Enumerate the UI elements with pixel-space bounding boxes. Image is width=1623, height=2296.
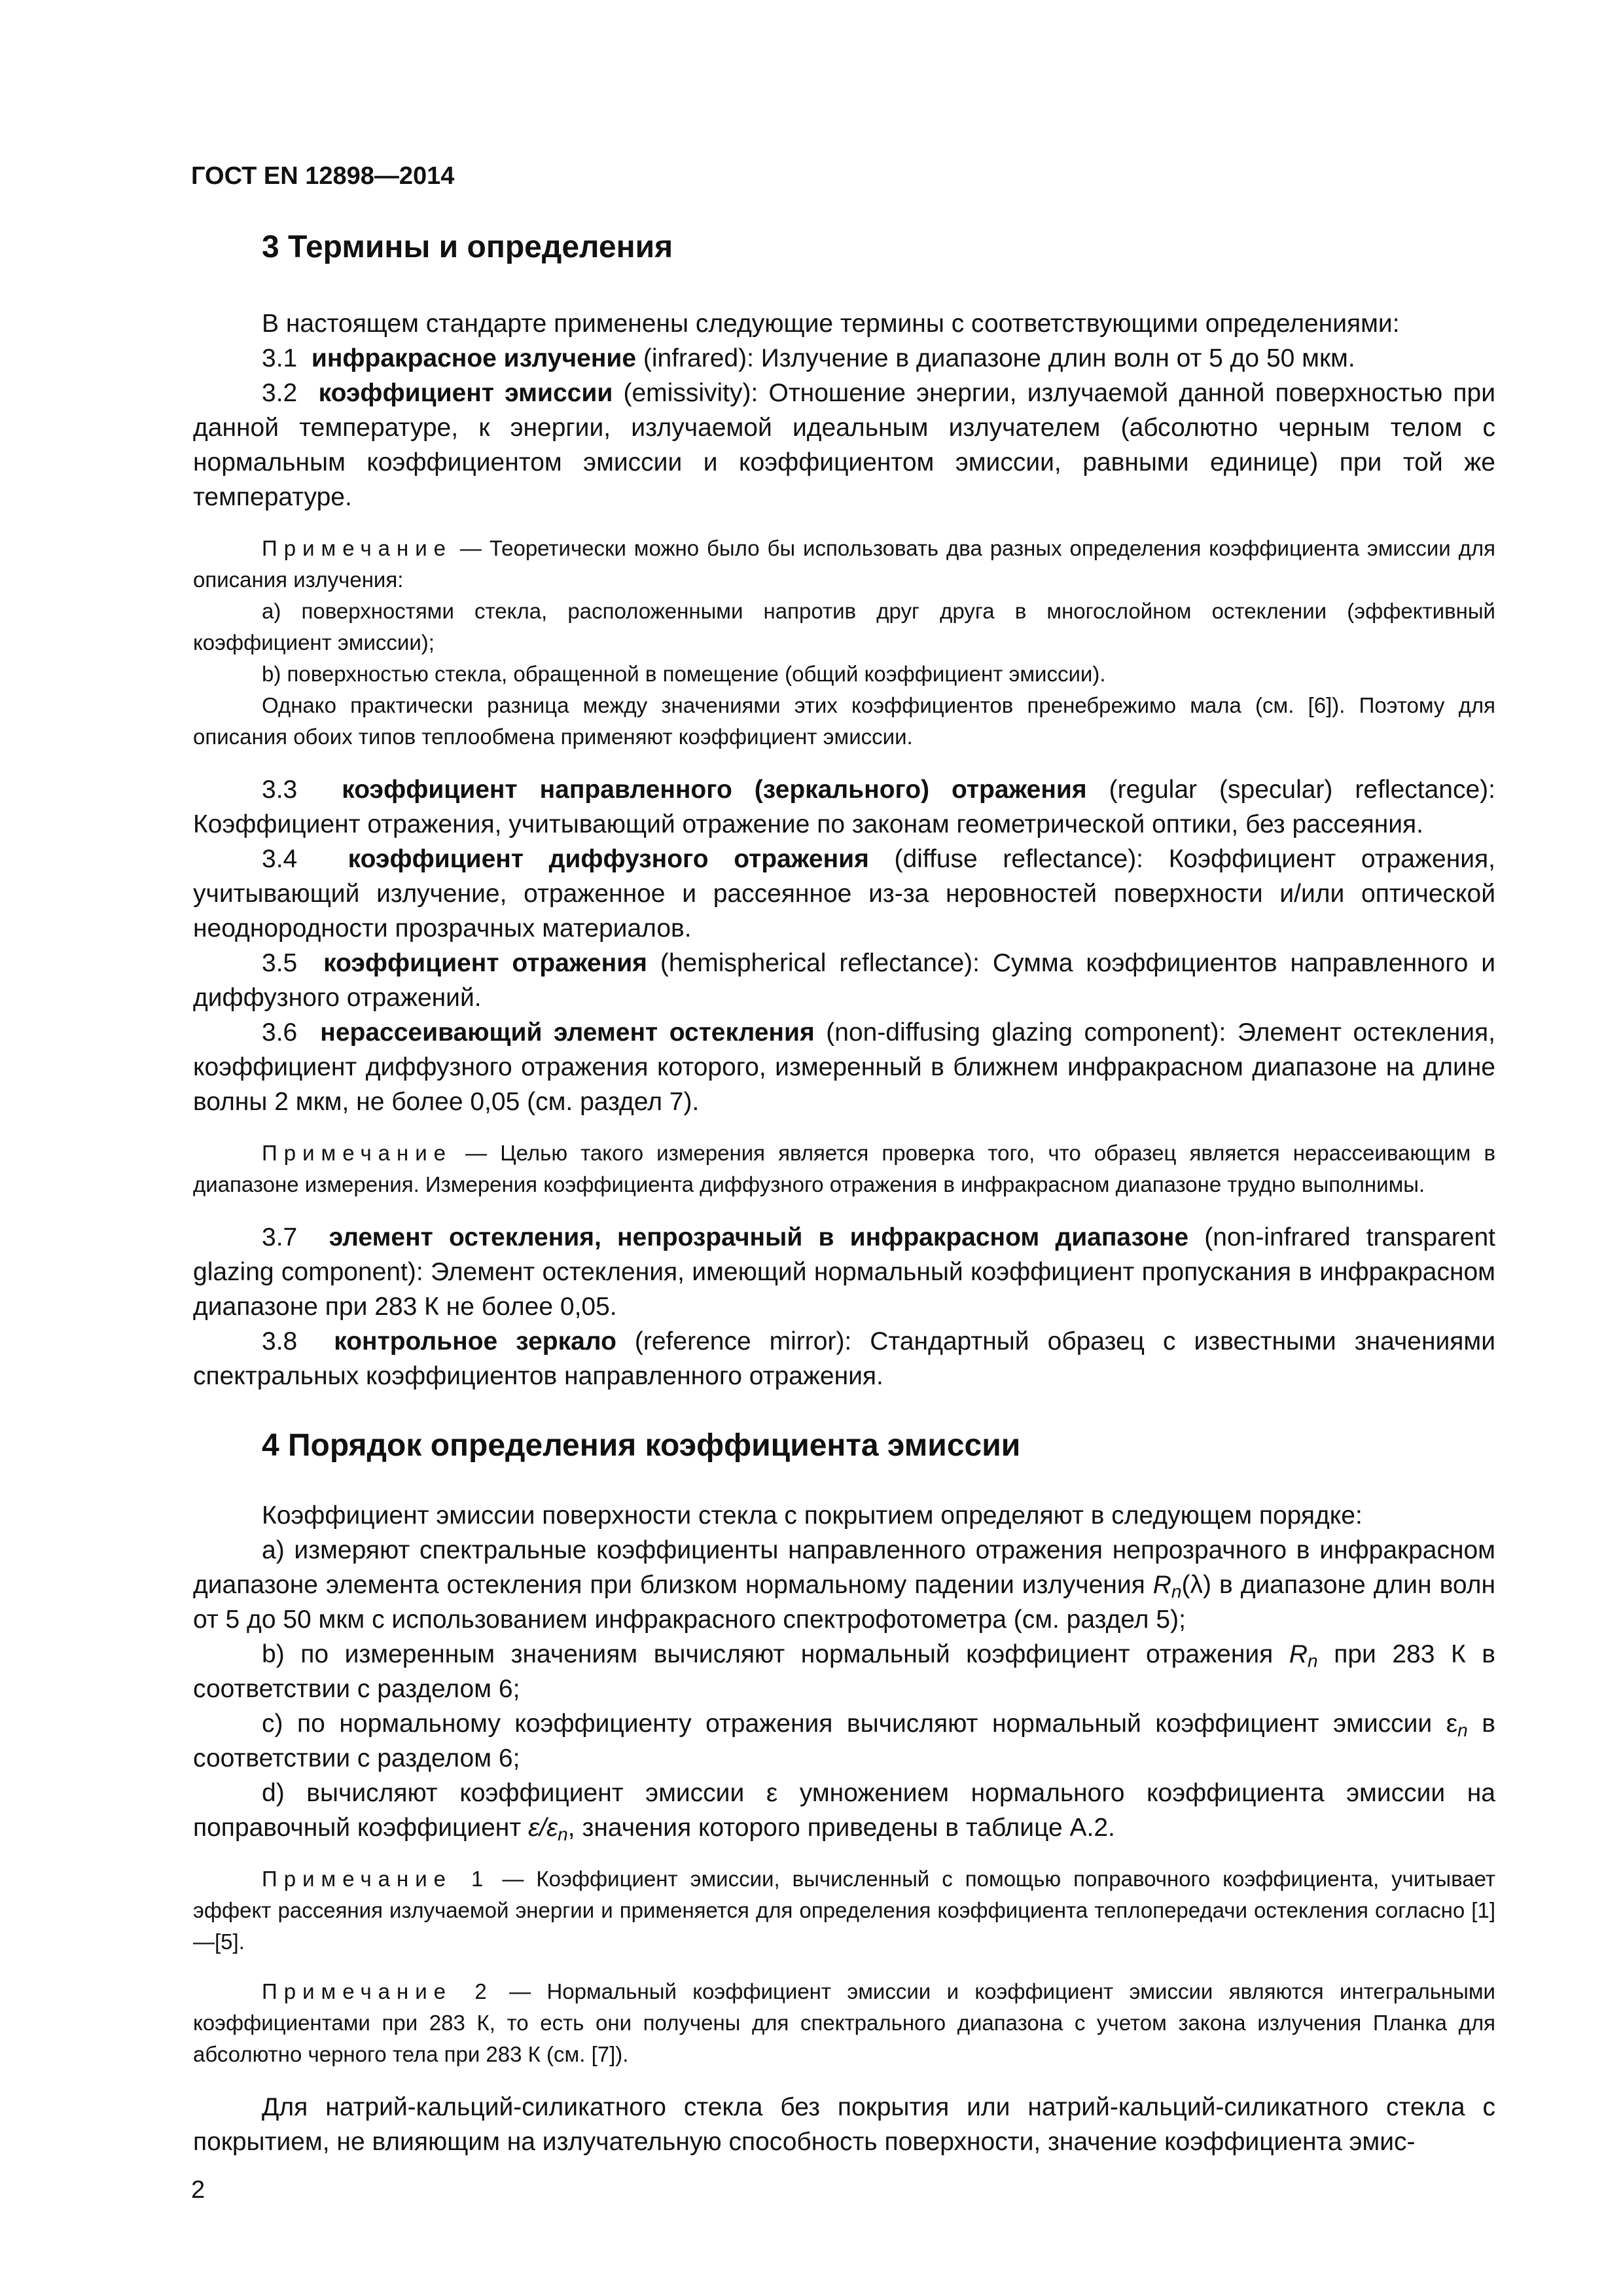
- step-text: при 283 К в соответствии с разделом 6;: [193, 1640, 1495, 1703]
- term-number: 3.3: [262, 776, 298, 804]
- term-3-3: [193, 772, 1495, 842]
- term-definition: (regular (specular) reflectance): Коэффициент отражения, учитывающий отражение по законам геометрической оптики, без рассеяния.: [193, 776, 1496, 838]
- note-item-a: a) поверхностями стекла, расположенными напротив друг друга в многослойном остеклении (эффективный коэффициент эмиссии);: [193, 599, 1495, 655]
- section-3-intro: В настоящем стандарте применены следующие термины с соответствующими определениями:: [262, 310, 1400, 338]
- term-definition: (hemispherical reflectance): Сумма коэффициентов направленного и диффузного отражений.: [193, 949, 1495, 1012]
- term-definition: (emissivity): Отношение энергии, излучаемой данной поверхностью при данной температуре, к энергии, излучаемой идеальным излучателем (абсолютно черным телом с нормальным коэффициентом эмиссии и коэффициентом эмиссии, равными единице) при той же температуре.: [193, 379, 1495, 511]
- term-definition: (reference mirror): Стандартный образец с известными значениями спектральных коэффициентов направленного отражения.: [193, 1327, 1495, 1390]
- note-2-integral: [193, 1976, 1495, 2070]
- symbol-R: R: [1289, 1640, 1308, 1668]
- term-3-6: [193, 1015, 1495, 1119]
- subscript-n: n: [1171, 1581, 1182, 1602]
- step-text: умножением нормального коэффициента эмиссии на поправочный коэффициент: [193, 1779, 1495, 1842]
- term-number: 3.1: [262, 344, 298, 372]
- term-name: коэффициент отражения: [323, 949, 647, 977]
- step-text: в соответствии с разделом 6;: [193, 1710, 1496, 1772]
- symbol-ratio: ε/ε: [528, 1814, 558, 1842]
- term-number: 3.8: [262, 1327, 298, 1355]
- step-text: c) по нормальному коэффициенту отражения вычисляют нормальный коэффициент эмиссии: [262, 1710, 1446, 1738]
- term-3-4: [193, 842, 1495, 946]
- symbol-lambda: (λ): [1181, 1571, 1212, 1599]
- term-name: коэффициент эмиссии: [318, 379, 613, 407]
- note-item-b: b) поверхностью стекла, обращенной в помещение (общий коэффициент эмиссии).: [262, 662, 1106, 686]
- subscript-n: n: [1308, 1651, 1318, 1672]
- term-3-7: [193, 1220, 1495, 1324]
- section-4-title: 4 Порядок определения коэффициента эмиссии: [262, 1428, 1021, 1463]
- term-3-1: [193, 341, 1495, 376]
- term-number: 3.2: [262, 379, 298, 407]
- term-name: контрольное зеркало: [334, 1327, 616, 1355]
- note-label: Примечание: [262, 536, 453, 560]
- term-name: нерассеивающий элемент остекления: [320, 1018, 815, 1047]
- step-b: [193, 1637, 1495, 1706]
- step-text: a) измеряют спектральные коэффициенты направленного отражения непрозрачного в инфракрасном диапазоне элемента остекления при близком нормальному падении излучения: [193, 1536, 1495, 1599]
- term-definition: (non-diffusing glazing component): Элемент остекления, коэффициент диффузного отражения которого, измеренный в ближнем инфракрасном диапазоне на длине волны 2 мкм, не более 0,05 (см. раздел 7).: [193, 1018, 1495, 1116]
- section-4-intro: Коэффициент эмиссии поверхности стекла с покрытием определяют в следующем порядке:: [262, 1501, 1363, 1530]
- term-number: 3.7: [262, 1223, 298, 1251]
- page-number: 2: [191, 2176, 205, 2204]
- note-text: — Нормальный коэффициент эмиссии и коэффициент эмиссии являются интегральными коэффициентами при 283 К, то есть они получены для спектрального диапазона с учетом закона излучения Планка для абсолютно черного тела при 283 К (см. [7]).: [193, 1979, 1495, 2066]
- term-definition: (infrared): Излучение в диапазоне длин волн от 5 до 50 мкм.: [636, 344, 1355, 372]
- note-1-correction: [193, 1863, 1495, 1958]
- note-label: Примечание 2: [262, 1979, 493, 2003]
- note-emissivity: [193, 533, 1495, 596]
- note-text: — Коэффициент эмиссии, вычисленный с помощью поправочного коэффициента, учитывает эффект рассеяния излучаемой энергии и применяется для определения коэффициента теплопередачи остекления согласно [1]—[5].: [193, 1867, 1495, 1954]
- symbol-R: R: [1152, 1571, 1171, 1599]
- term-number: 3.4: [262, 845, 298, 873]
- term-definition: (non-infrared transparent glazing component): Элемент остекления, имеющий нормальный коэффициент пропускания в инфракрасном диапазоне при 283 К не более 0,05.: [193, 1223, 1495, 1321]
- symbol-epsilon: ε: [766, 1779, 778, 1807]
- section-3-title: 3 Термины и определения: [262, 230, 673, 264]
- symbol-epsilon: ε: [1446, 1710, 1458, 1738]
- step-text: b) по измеренным значениям вычисляют нормальный коэффициент отражения: [262, 1640, 1289, 1668]
- step-text: , значения которого приведены в таблице А.2.: [567, 1814, 1115, 1842]
- term-3-2: [193, 376, 1495, 514]
- step-c: [193, 1706, 1495, 1776]
- main-content: [193, 228, 1495, 2159]
- term-3-5: [193, 946, 1495, 1015]
- term-3-8: [193, 1324, 1495, 1393]
- note-non-diffusing: [193, 1138, 1495, 1200]
- note-label: Примечание: [262, 1141, 453, 1165]
- term-name: коэффициент направленного (зеркального) отражения: [342, 776, 1087, 804]
- step-text: d) вычисляют коэффициент эмиссии: [262, 1779, 766, 1807]
- note-conclusion: Однако практически разница между значениями этих коэффициентов пренебрежимо мала (см. [6]). Поэтому для описания обоих типов теплообмена применяют коэффициент эмиссии.: [193, 693, 1495, 749]
- step-a: [193, 1533, 1495, 1637]
- term-name: элемент остекления, непрозрачный в инфракрасном диапазоне: [329, 1223, 1189, 1251]
- term-name: коэффициент диффузного отражения: [348, 845, 869, 873]
- subscript-n: n: [558, 1824, 568, 1845]
- subscript-n: n: [1457, 1720, 1468, 1741]
- step-d: [193, 1776, 1495, 1845]
- note-text: — Теоретически можно было бы использовать два разных определения коэффициента эмиссии для описания излучения:: [193, 536, 1495, 592]
- term-name: инфракрасное излучение: [311, 344, 637, 372]
- term-number: 3.6: [262, 1018, 298, 1047]
- term-definition: (diffuse reflectance): Коэффициент отражения, учитывающий излучение, отраженное и рассеянное из-за неровностей поверхности и/или оптической неоднородности прозрачных материалов.: [193, 845, 1495, 942]
- step-text: в диапазоне длин волн от 5 до 50 мкм с использованием инфракрасного спектрофотометра (см. раздел 5);: [193, 1571, 1495, 1634]
- note-label: Примечание 1: [262, 1867, 490, 1891]
- note-text: — Целью такого измерения является проверка того, что образец является нерассеивающим в диапазоне измерения. Измерения коэффициента диффузного отражения в инфракрасном диапазоне трудно выполнимы.: [193, 1141, 1495, 1196]
- final-paragraph: Для натрий-кальций-силикатного стекла без покрытия или натрий-кальций-силикатного стекла с покрытием, не влияющим на излучательную способность поверхности, значение коэффициента эмис-: [193, 2093, 1495, 2156]
- document-header: ГОСТ EN 12898—2014: [191, 162, 455, 190]
- term-number: 3.5: [262, 949, 298, 977]
